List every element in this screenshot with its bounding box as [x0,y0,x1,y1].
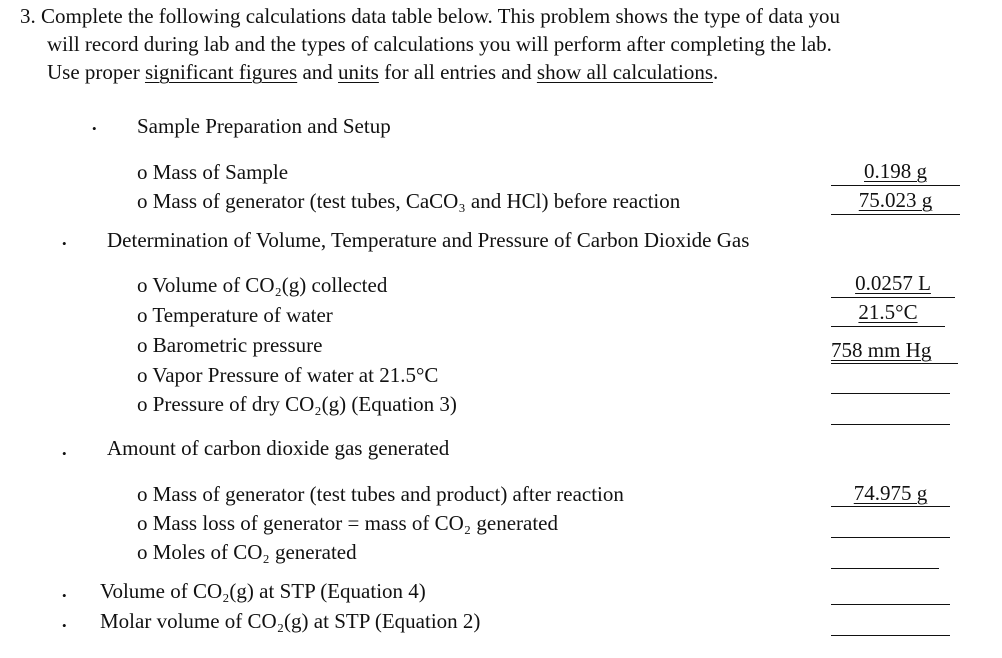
gas-item-volume: o Volume of CO₂(g) collected [137,273,388,297]
problem-intro-line-3: Use proper significant figures and units for all entries and show all calculations. [47,60,719,84]
answer-blank[interactable] [831,604,950,605]
gas-item-temperature: o Temperature of water [137,303,333,327]
bullet-icon: • [62,236,67,251]
answer-value: 21.5°C [858,300,918,324]
answer-blank[interactable] [831,297,955,298]
bullet-icon: • [62,446,67,461]
amount-item-mass-loss: o Mass loss of generator = mass of CO₂ generated [137,511,558,535]
answer-blank[interactable] [831,185,960,186]
gas-item-vapor-pressure: o Vapor Pressure of water at 21.5°C [137,363,439,387]
answer-blank[interactable] [831,214,960,215]
section-heading-amount: Amount of carbon dioxide gas generated [107,436,450,460]
prep-item-mass-sample: o Mass of Sample [137,160,289,184]
bullet-icon: • [92,121,97,136]
problem-intro-line-2: will record during lab and the types of calculations you will perform after completing the lab. [47,32,832,56]
answer-blank[interactable] [831,506,950,507]
amount-item-moles: o Moles of CO₂ generated [137,540,357,564]
show-calculations-text: show all calculations [536,60,714,84]
stp-item-molar-volume: Molar volume of CO₂(g) at STP (Equation 2) [100,609,481,633]
answer-blank[interactable] [831,393,950,394]
problem-intro-line-1: 3. Complete the following calculations data table below. This problem shows the type of data you [20,4,840,28]
stp-item-volume: Volume of CO₂(g) at STP (Equation 4) [100,579,426,603]
answer-value: 75.023 g [858,188,933,212]
bullet-icon: • [62,588,67,603]
answer-value: 74.975 g [853,481,928,505]
answer-blank[interactable] [831,568,939,569]
amount-item-mass-after: o Mass of generator (test tubes and product) after reaction [137,482,624,506]
gas-item-barometric: o Barometric pressure [137,333,323,357]
bullet-icon: • [62,618,67,633]
answer-value: 0.0257 L [855,271,931,295]
significant-figures-text: significant figures [144,60,298,84]
units-text: units [338,60,379,84]
section-heading-gas: Determination of Volume, Temperature and Pressure of Carbon Dioxide Gas [107,228,750,252]
answer-blank[interactable] [831,537,950,538]
answer-blank[interactable] [831,424,950,425]
gas-item-dry-pressure: o Pressure of dry CO₂(g) (Equation 3) [137,392,457,416]
section-heading-prep: Sample Preparation and Setup [137,114,391,138]
answer-blank[interactable] [831,363,958,364]
answer-value: 0.198 g [864,159,927,183]
prep-item-mass-generator: o Mass of generator (test tubes, CaCO₃ and HCl) before reaction [137,189,681,213]
answer-blank[interactable] [831,635,950,636]
answer-value: 758 mm Hg [831,338,932,362]
answer-blank[interactable] [831,326,945,327]
